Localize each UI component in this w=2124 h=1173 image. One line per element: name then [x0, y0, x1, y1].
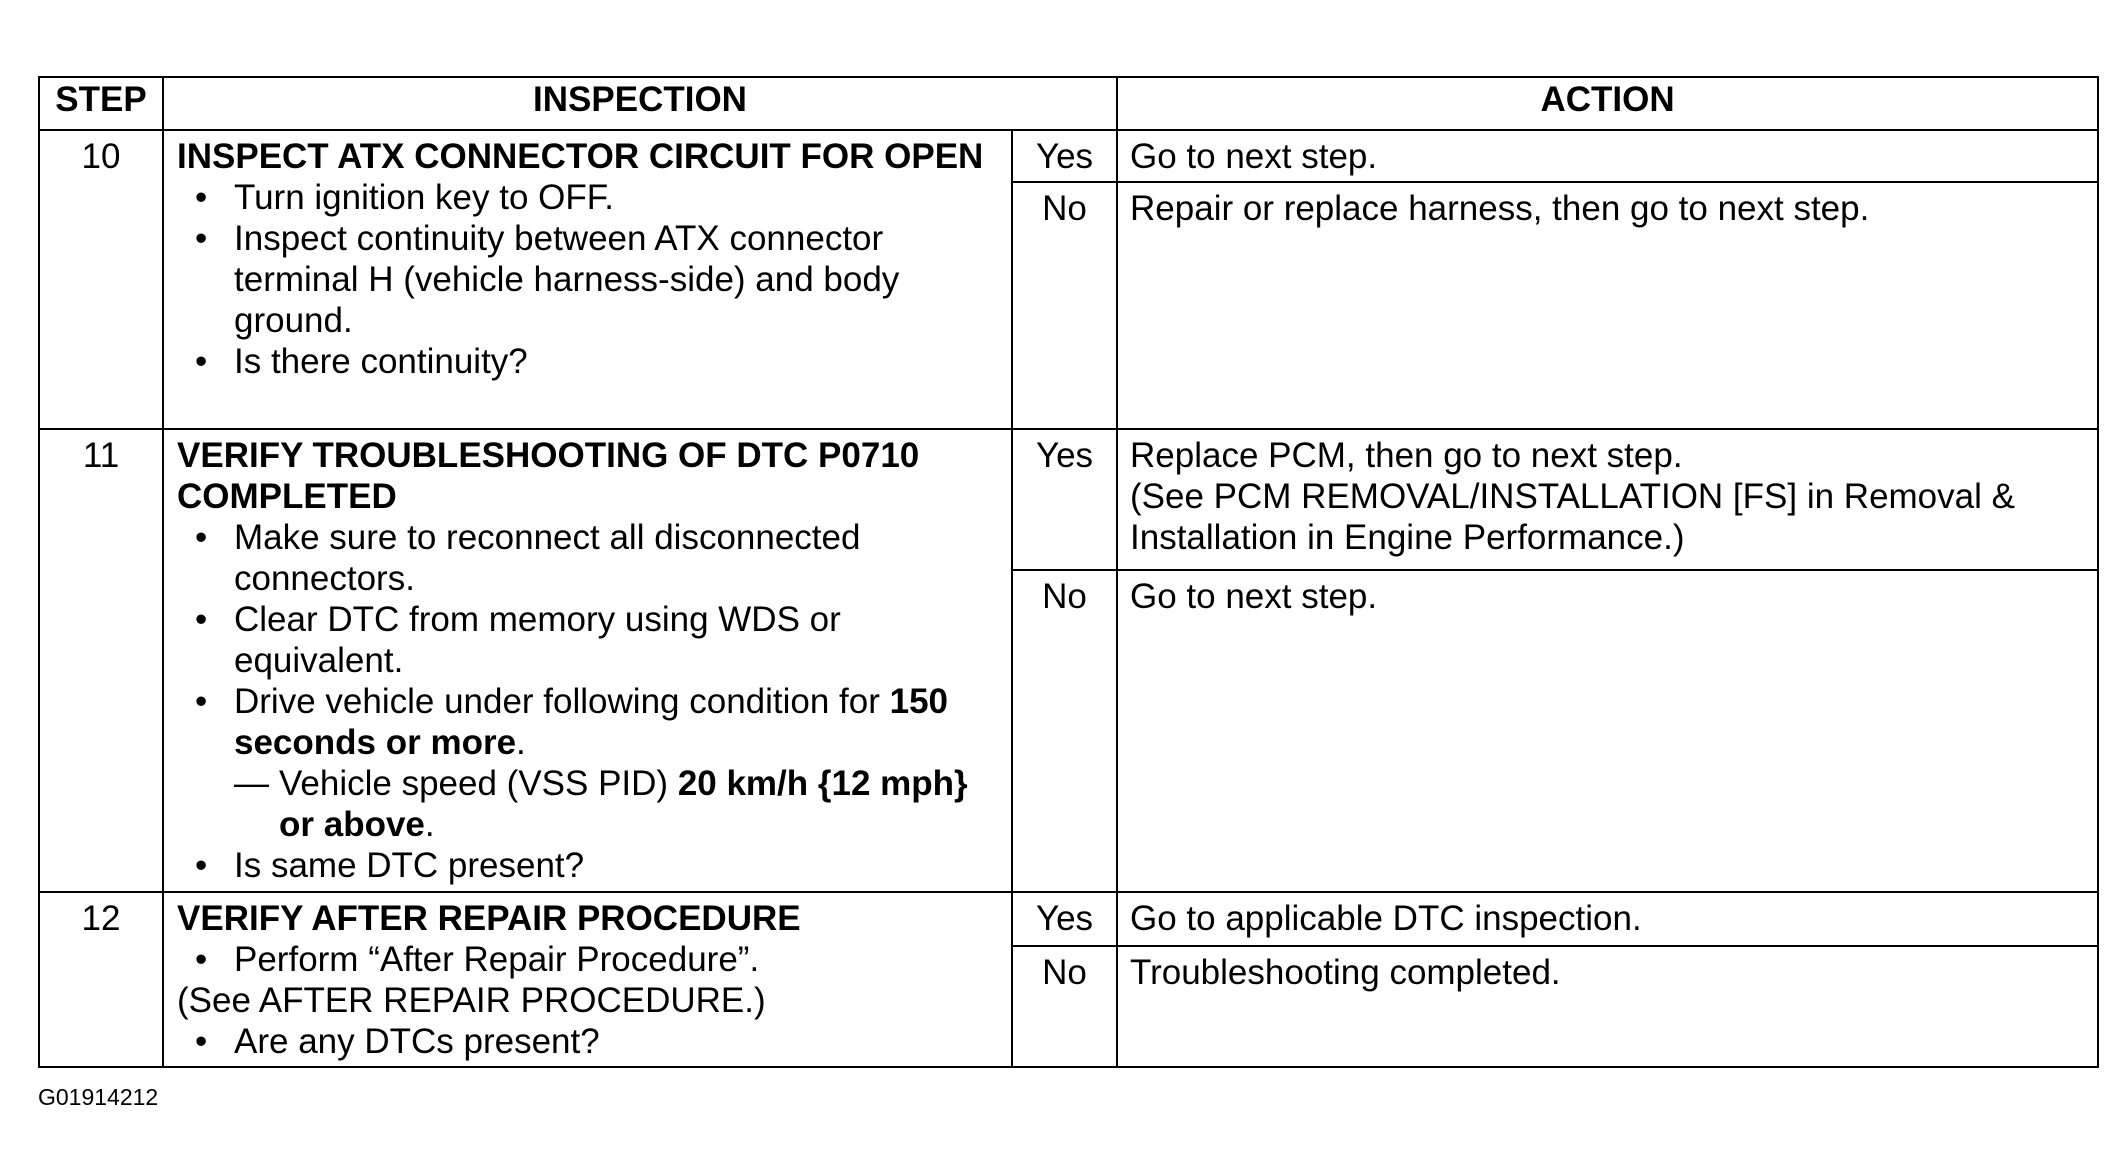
- figure-code: G01914212: [38, 1084, 159, 1110]
- no-label: No: [1012, 182, 1117, 429]
- yes-action-line: Replace PCM, then go to next step.: [1130, 436, 1683, 475]
- step-number: 12: [39, 892, 163, 1067]
- sub-emphasis: 20 km/h {12 mph} or above: [279, 764, 968, 844]
- bullet-text: Clear DTC from memory using WDS or equivalent.: [234, 600, 841, 680]
- inspection-bullets: [177, 939, 999, 980]
- step-number: 11: [39, 429, 163, 892]
- list-item: • Inspect continuity between ATX connector terminal H (vehicle harness-side) and body ground.: [195, 219, 900, 340]
- header-action: ACTION: [1117, 77, 2098, 130]
- bullet-text: Inspect continuity between ATX connector terminal H (vehicle harness-side) and body ground.: [234, 219, 900, 340]
- list-item: • Is same DTC present?: [195, 846, 585, 885]
- no-label: No: [1012, 570, 1117, 892]
- inspection-cell: [163, 429, 1012, 892]
- list-item: • Are any DTCs present?: [195, 1022, 600, 1061]
- inspection-heading: INSPECT ATX CONNECTOR CIRCUIT FOR OPEN: [177, 137, 984, 176]
- table-header-row: [39, 77, 2098, 130]
- step-number: 10: [39, 130, 163, 429]
- yes-action: [1117, 429, 2098, 570]
- yes-label: Yes: [1012, 892, 1117, 946]
- table-row: [39, 429, 2098, 570]
- inspection-heading: VERIFY TROUBLESHOOTING OF DTC P0710 COMPLETED: [177, 436, 920, 516]
- yes-label: Yes: [1012, 130, 1117, 182]
- no-label: No: [1012, 946, 1117, 1067]
- inspection-cell: [163, 892, 1012, 1067]
- sub-dash: —: [234, 764, 269, 803]
- bullet-text: Make sure to reconnect all disconnected connectors.: [234, 518, 861, 598]
- table-row: [39, 130, 2098, 182]
- bullet-text: Turn ignition key to OFF.: [234, 178, 614, 217]
- inspection-cell: [163, 130, 1012, 429]
- inspection-bullets: [177, 517, 999, 886]
- list-item: • Turn ignition key to OFF.: [195, 178, 614, 217]
- list-item: • Perform “After Repair Procedure”.: [195, 940, 760, 979]
- header-step: STEP: [39, 77, 163, 130]
- list-item: • Drive vehicle under following condition for 150 seconds or more. — Vehicle speed (VSS PID) 20 km/h {12 mph} or above.: [177, 681, 999, 845]
- bullet-text: Are any DTCs present?: [234, 1022, 600, 1061]
- no-action: Repair or replace harness, then go to next step.: [1117, 182, 2098, 429]
- table-row: [39, 892, 2098, 946]
- sub-condition: [234, 763, 999, 845]
- list-item: • Make sure to reconnect all disconnected connectors.: [195, 518, 861, 598]
- bullet-text: Drive vehicle under following condition for: [234, 682, 890, 721]
- list-item: • Is there continuity?: [195, 342, 528, 381]
- list-item: • Clear DTC from memory using WDS or equivalent.: [195, 600, 841, 680]
- no-action: Go to next step.: [1117, 570, 2098, 892]
- sub-text: Vehicle speed (VSS PID): [279, 764, 678, 803]
- diagnostic-table: [38, 76, 2099, 1068]
- header-inspection: INSPECTION: [163, 77, 1117, 130]
- no-action: Troubleshooting completed.: [1117, 946, 2098, 1067]
- bullet-text: Perform “After Repair Procedure”.: [234, 940, 760, 979]
- inspection-heading: VERIFY AFTER REPAIR PROCEDURE: [177, 899, 801, 938]
- inspection-bullets: [177, 177, 999, 382]
- bullet-emphasis: 150 seconds or more: [234, 682, 949, 762]
- sub-text-end: .: [424, 805, 435, 844]
- yes-action-reference: (See PCM REMOVAL/INSTALLATION [FS] in Removal & Installation in Engine Performance.): [1130, 477, 2015, 557]
- bullet-text: Is there continuity?: [234, 342, 528, 381]
- bullet-text: Is same DTC present?: [234, 846, 585, 885]
- yes-action: Go to applicable DTC inspection.: [1117, 892, 2098, 946]
- bullet-text-end: .: [516, 723, 526, 762]
- yes-action: Go to next step.: [1117, 130, 2098, 182]
- see-reference: (See AFTER REPAIR PROCEDURE.): [177, 981, 766, 1020]
- yes-label: Yes: [1012, 429, 1117, 570]
- inspection-bullets: [177, 1021, 999, 1062]
